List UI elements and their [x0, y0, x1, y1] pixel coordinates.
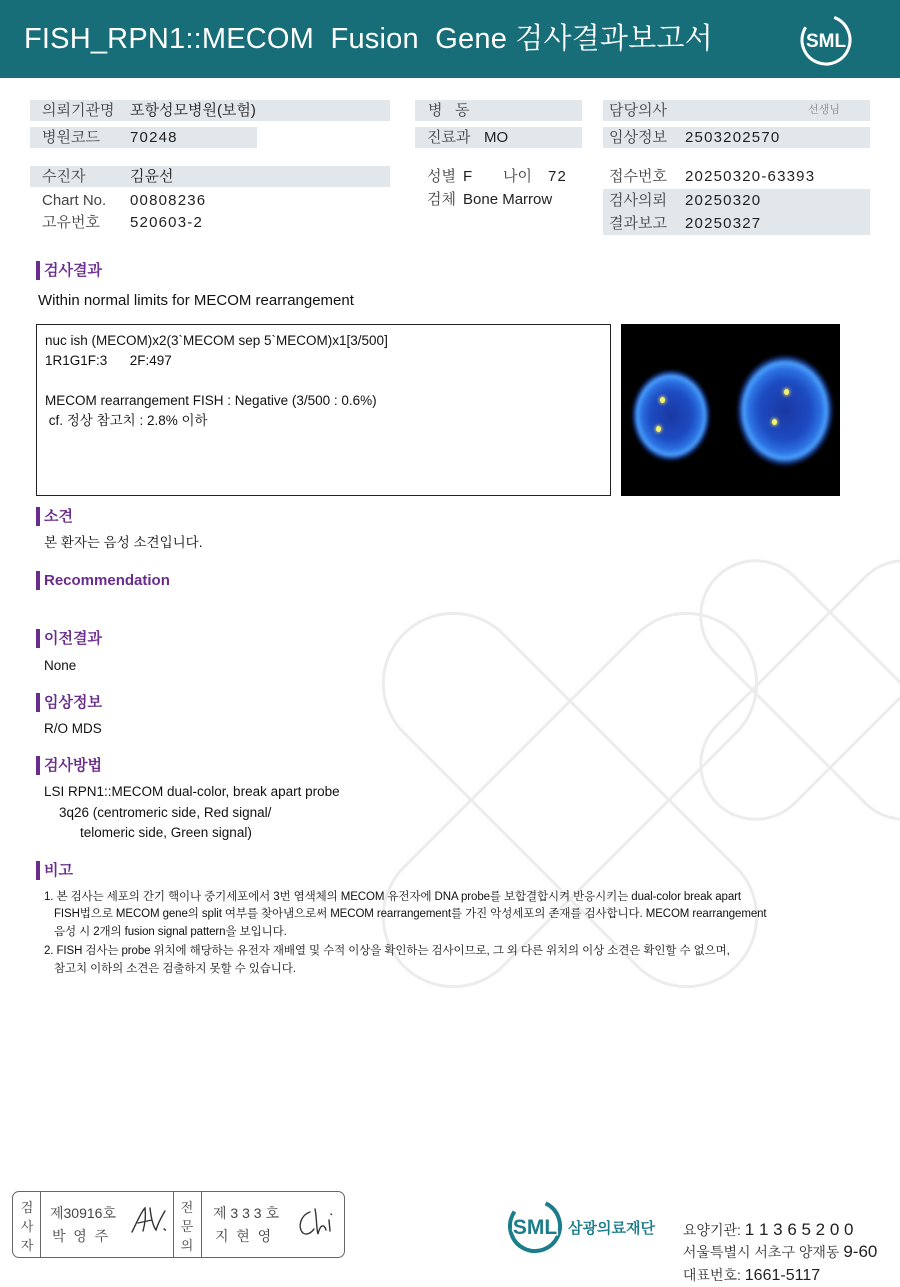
remarks-line: 음성 시 2개의 fusion signal pattern을 보입니다. — [54, 926, 287, 938]
sex-label: 성별 — [427, 168, 456, 185]
age-label: 나이 — [503, 168, 532, 185]
fusion-signal-dot — [772, 419, 777, 425]
method-heading: 검사방법 — [36, 756, 102, 775]
method-line: telomeric side, Green signal) — [80, 825, 252, 840]
method-line: 3q26 (centromeric side, Red signal/ — [59, 805, 272, 820]
physician-suffix: 선생님 — [808, 104, 840, 116]
findings-text: 본 환자는 음성 소견입니다. — [44, 535, 203, 550]
unique-no-value: 520603-2 — [130, 214, 203, 231]
request-date-value: 20250320 — [685, 192, 762, 209]
hospital-code-value: 70248 — [130, 129, 178, 146]
fusion-signal-dot — [784, 389, 789, 395]
remarks-line: 참고치 이하의 소견은 검출하지 못할 수 있습니다. — [54, 963, 296, 975]
result-summary: Within normal limits for MECOM rearrangement — [38, 292, 354, 309]
specimen-label: 검체 — [427, 191, 456, 208]
phone-line — [674, 1242, 821, 1284]
ward-label: 병 동 — [428, 102, 470, 119]
result-line: nuc ish (MECOM)x2(3`MECOM sep 5`MECOM)x1[3/500] — [45, 333, 388, 348]
hospital-code-label: 병원코드 — [42, 129, 100, 146]
previous-result-text: None — [44, 658, 77, 673]
specialist-signature-icon — [295, 1206, 337, 1240]
remarks-heading: 비고 — [36, 861, 73, 880]
specialist-license-no: 제 3 3 3 호 — [213, 1205, 279, 1221]
result-line: cf. 정상 참고치 : 2.8% 이하 — [45, 413, 208, 428]
method-line: LSI RPN1::MECOM dual-color, break apart probe — [44, 784, 340, 799]
divider — [40, 1192, 41, 1257]
physician-label: 담당의사 — [609, 102, 667, 119]
clinical-info-value: 2503202570 — [685, 129, 781, 146]
remarks-line: FISH법으로 MECOM gene의 split 여부를 찾아냄으로써 MECOM rearrangement를 가진 악성세포의 존재를 검사합니다. MECOM rearrangement — [54, 908, 767, 920]
nucleus-cell — [631, 369, 711, 462]
clinical-info-label: 임상정보 — [609, 129, 667, 146]
fusion-signal-dot — [656, 426, 661, 432]
findings-heading: 소견 — [36, 507, 73, 526]
watermark — [350, 520, 900, 1060]
phone-number: 1661-5117 — [744, 1267, 821, 1284]
divider — [173, 1192, 174, 1257]
address-text: 서울특별시 서초구 양재동 — [682, 1244, 844, 1260]
patient-label: 수진자 — [42, 168, 86, 185]
institution-code-line — [674, 1197, 854, 1239]
address-number: 9-60 — [843, 1242, 878, 1261]
institution-value: 포항성모병원(보험) — [130, 102, 256, 119]
signature-box — [12, 1191, 345, 1258]
sml-logo-icon — [798, 12, 854, 68]
examiner-name: 박 영 주 — [52, 1228, 109, 1244]
institution-label: 의뢰기관명 — [42, 102, 115, 119]
sml-logo-icon — [506, 1196, 564, 1256]
chart-no-label: Chart No. — [42, 192, 107, 209]
result-box — [36, 324, 611, 496]
address-line — [674, 1219, 878, 1261]
remarks-line: 2. FISH 검사는 probe 위치에 해당하는 유전자 재배열 및 수적 이상을 확인하는 검사이므로, 그 외 다른 위치의 이상 소견은 확인할 수 없으며, — [44, 945, 730, 957]
department-value: MO — [484, 129, 509, 146]
department-label: 진료과 — [427, 129, 471, 146]
foundation-name: 삼광의료재단 — [568, 1220, 655, 1237]
header-logo-text: SML — [805, 31, 847, 52]
specialist-label: 전문의 — [180, 1200, 194, 1253]
unique-no-label: 고유번호 — [42, 214, 100, 231]
examiner-license-no: 제30916호 — [50, 1205, 116, 1221]
phone-label: 대표번호: — [682, 1267, 745, 1283]
divider — [201, 1192, 202, 1257]
chart-no-value: 00808236 — [130, 192, 207, 209]
receipt-no-label: 접수번호 — [609, 168, 667, 185]
examiner-signature-icon — [129, 1204, 169, 1238]
clinical-heading: 임상정보 — [36, 693, 102, 712]
report-header — [0, 0, 900, 78]
recommendation-heading: Recommendation — [36, 571, 170, 590]
result-line: 1R1G1F:3 2F:497 — [45, 353, 172, 368]
patient-name: 김윤선 — [130, 168, 174, 185]
previous-result-heading: 이전결과 — [36, 629, 102, 648]
request-date-label: 검사의뢰 — [609, 192, 667, 209]
fish-microscope-image — [621, 324, 840, 496]
result-line — [45, 371, 610, 391]
age-value: 72 — [548, 168, 568, 185]
examiner-label: 검사자 — [20, 1200, 34, 1253]
specimen-value: Bone Marrow — [463, 191, 553, 208]
institution-code-label: 요양기관: — [682, 1222, 745, 1238]
result-heading: 검사결과 — [36, 261, 102, 280]
report-date-value: 20250327 — [685, 215, 762, 232]
report-title: FISH_RPN1::MECOM Fusion Gene 검사결과보고서 — [24, 23, 713, 55]
fusion-signal-dot — [660, 397, 665, 403]
footer-logo-text: SML — [512, 1216, 558, 1239]
sex-value: F — [463, 168, 473, 185]
institution-code-value: 1 1 3 6 5 2 0 0 — [744, 1220, 854, 1239]
nucleus-cell — [736, 354, 834, 467]
receipt-no-value: 20250320-63393 — [685, 168, 816, 185]
report-date-label: 결과보고 — [609, 215, 667, 232]
clinical-text: R/O MDS — [44, 721, 102, 736]
result-line: MECOM rearrangement FISH : Negative (3/500 : 0.6%) — [45, 393, 377, 408]
specialist-name: 지 현 영 — [215, 1228, 272, 1244]
remarks-line: 1. 본 검사는 세포의 간기 핵이나 중기세포에서 3번 염색체의 MECOM 유전자에 DNA probe를 보합결합시켜 반응시키는 dual-color break apart — [44, 891, 741, 903]
